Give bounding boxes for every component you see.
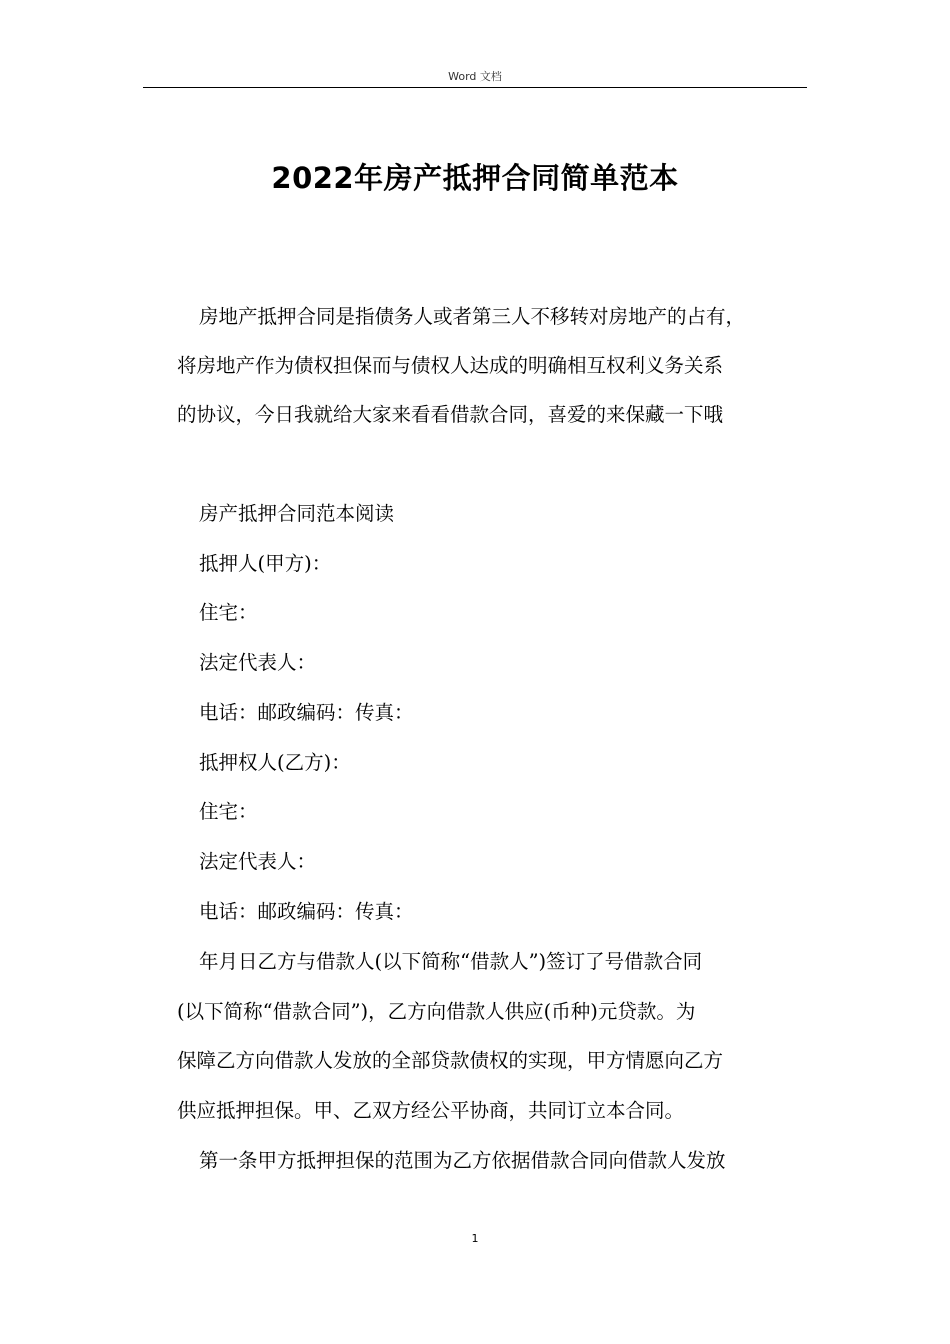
- header-divider: [143, 87, 807, 88]
- party-a-residence: 住宅：: [199, 601, 258, 624]
- intro-paragraph-line: 房地产抵押合同是指债务人或者第三人不移转对房地产的占有，: [199, 305, 746, 328]
- intro-paragraph-line: 将房地产作为债权担保而与债权人达成的明确相互权利义务关系: [177, 354, 724, 377]
- body-paragraph-line: 年月日乙方与借款人(以下简称“借款人”)签订了号借款合同: [199, 950, 703, 973]
- body-paragraph-line: (以下简称“借款合同”)，乙方向借款人供应(币种)元贷款。为: [177, 1000, 696, 1023]
- intro-paragraph-line: 的协议，今日我就给大家来看看借款合同，喜爱的来保藏一下哦: [177, 403, 724, 426]
- party-b-contact: 电话：邮政编码：传真：: [199, 900, 414, 923]
- party-b-legal-rep: 法定代表人：: [199, 850, 317, 873]
- party-a-legal-rep: 法定代表人：: [199, 651, 317, 674]
- body-paragraph-line: 保障乙方向借款人发放的全部贷款债权的实现，甲方情愿向乙方: [177, 1049, 724, 1072]
- body-paragraph-line: 第一条甲方抵押担保的范围为乙方依据借款合同向借款人发放: [199, 1149, 726, 1172]
- page-number: 1: [471, 1232, 479, 1245]
- party-a-contact: 电话：邮政编码：传真：: [199, 701, 414, 724]
- document-title: 2022年房产抵押合同简单范本: [271, 161, 679, 195]
- page-header-label: Word 文档: [448, 70, 502, 83]
- body-paragraph-line: 供应抵押担保。甲、乙双方经公平协商，共同订立本合同。: [177, 1099, 685, 1122]
- section-heading: 房产抵押合同范本阅读: [199, 502, 395, 525]
- party-b-label: 抵押权人(乙方)：: [199, 751, 351, 774]
- party-b-residence: 住宅：: [199, 800, 258, 823]
- party-a-label: 抵押人(甲方)：: [199, 552, 332, 575]
